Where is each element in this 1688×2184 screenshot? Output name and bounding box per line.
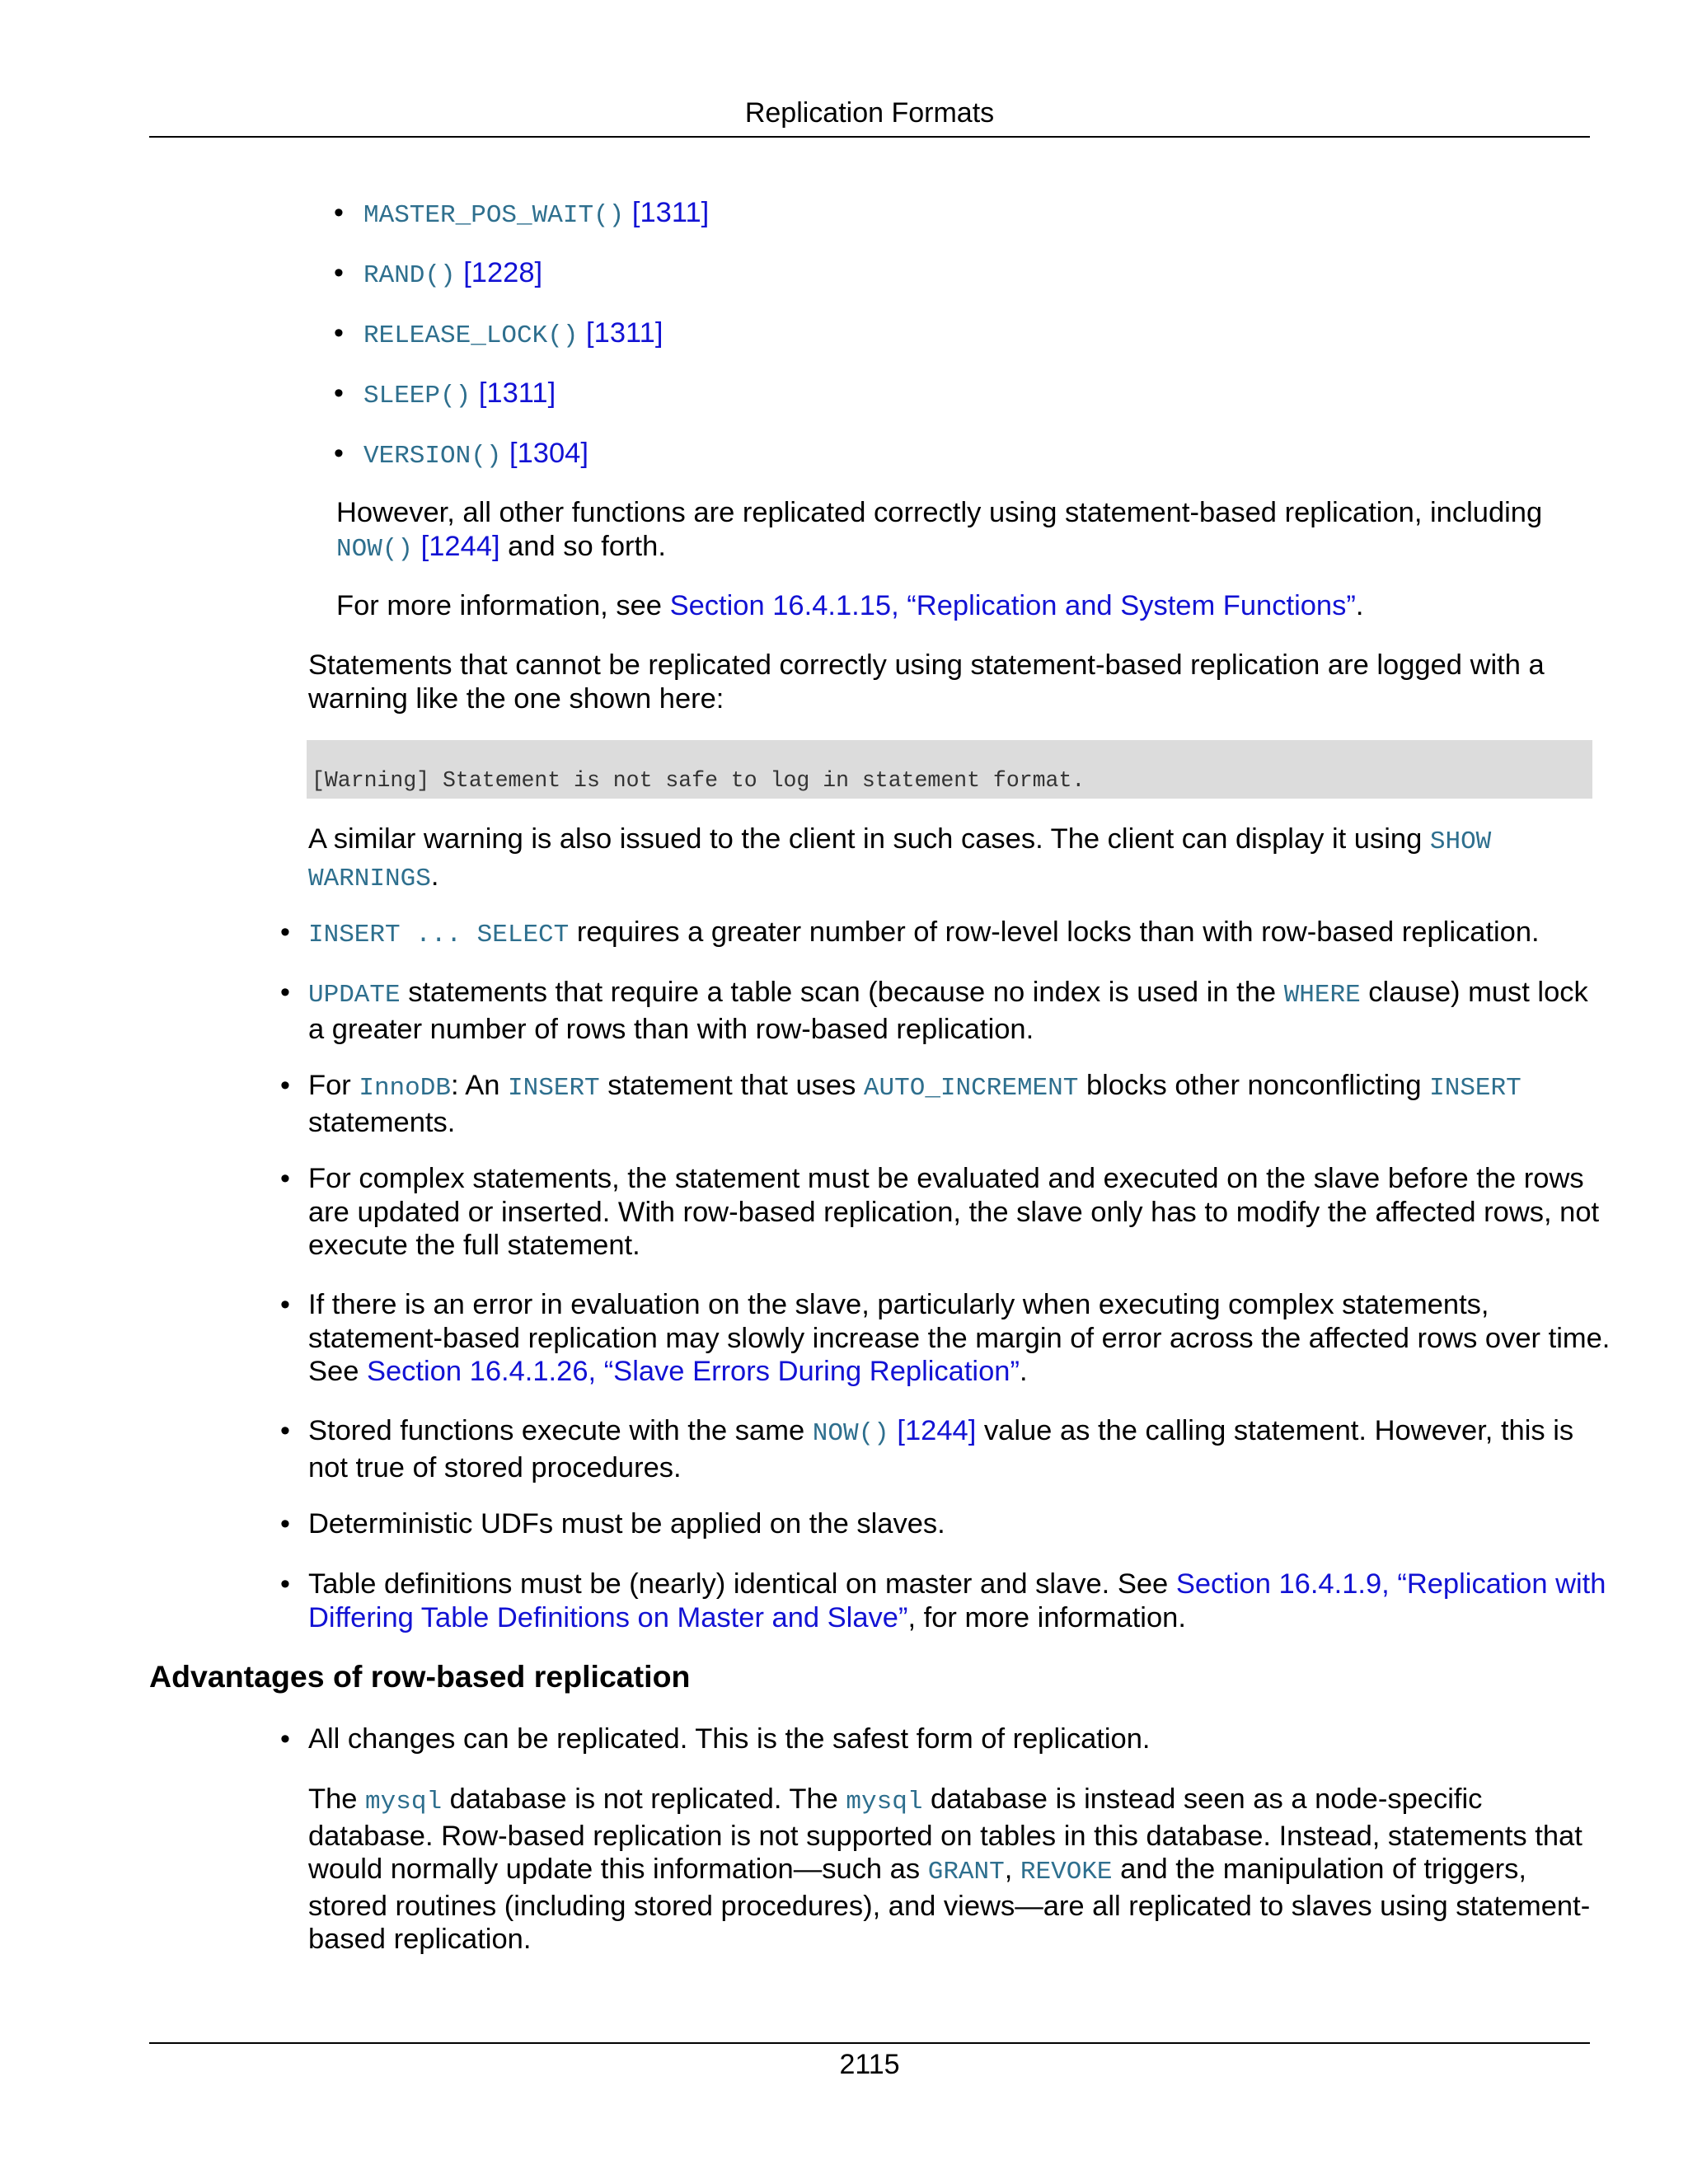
however-paragraph [336,496,1542,566]
update-text: statements that require a table scan (because no index is used in the [400,977,1284,1008]
bullet-marker: • [334,438,344,469]
warning-intro-line2: warning like the one shown here: [308,682,724,715]
list-item [308,1507,945,1541]
similar-end: . [430,860,439,892]
auto-increment-code[interactable]: AUTO_INCREMENT [863,1074,1079,1103]
warnings-code[interactable]: WARNINGS [308,864,431,893]
bullet-marker: • [334,197,344,228]
mysql-text: database is not replicated. The [442,1783,846,1815]
bullet-marker: • [334,377,344,409]
list-item [363,377,556,414]
page-ref-link[interactable]: [1311] [478,377,556,409]
udf-text: Deterministic UDFs must be applied on the slaves. [308,1508,945,1540]
mysql-paragraph [308,1783,1590,1957]
function-code[interactable]: MASTER_POS_WAIT() [363,201,625,230]
update-code[interactable]: UPDATE [308,981,401,1010]
warning-intro-line1: Statements that cannot be replicated correctly using statement-based replication are logged with a [308,649,1545,681]
list-item [308,1069,1522,1139]
function-code[interactable]: VERSION() [363,442,502,471]
similar-warning-paragraph [308,823,1491,896]
page-ref-link[interactable]: [1311] [586,317,663,349]
function-code[interactable]: RELEASE_LOCK() [363,321,579,350]
list-item [363,256,542,293]
insert-code[interactable]: INSERT [1429,1074,1522,1103]
error-line: statement-based replication may slowly increase the margin of error across the affected rows over time. [308,1322,1611,1354]
revoke-code[interactable]: REVOKE [1020,1858,1113,1886]
insert-code[interactable]: INSERT [508,1074,600,1103]
page-header-title: Replication Formats [744,97,995,129]
show-code[interactable]: SHOW [1429,827,1492,856]
innodb-line2: statements. [308,1106,456,1138]
list-item [308,1162,1599,1263]
mysql-code[interactable]: mysql [365,1788,443,1816]
bullet-marker: • [280,1163,290,1194]
section-heading: Advantages of row-based replication [149,1659,691,1694]
error-see: See [308,1356,367,1387]
grant-code[interactable]: GRANT [927,1858,1005,1886]
bullet-marker: • [280,1070,290,1101]
list-item [308,916,1540,953]
list-item [308,1288,1610,1389]
code-block-text: [Warning] Statement is not safe to log in statement format. [312,768,1085,793]
more-info-text: For more information, see [336,590,670,621]
mysql-code[interactable]: mysql [846,1788,923,1816]
page-ref-link[interactable]: [1244] [897,1415,977,1446]
function-code[interactable]: RAND() [363,261,456,290]
innodb-text: For [308,1070,359,1101]
code-block [307,740,1592,799]
list-item [308,976,1588,1046]
more-info-paragraph [336,589,1363,623]
innodb-code[interactable]: InnoDB [359,1074,451,1103]
stored-line2: not true of stored procedures. [308,1451,682,1483]
innodb-text: : An [450,1070,509,1101]
where-code[interactable]: WHERE [1283,981,1361,1010]
mysql-line: based replication. [308,1924,532,1955]
bullet-marker: • [280,916,290,948]
complex-line: For complex statements, the statement must be evaluated and executed on the slave before the rows [308,1163,1584,1194]
page-ref-link[interactable]: [1311] [631,197,710,228]
list-item [363,196,709,233]
page-ref-link[interactable]: [1304] [509,438,588,469]
error-line: If there is an error in evaluation on the slave, particularly when executing complex statements, [308,1289,1489,1320]
list-item [363,316,663,354]
insert-select-text: requires a greater number of row-level locks than with row-based replication. [569,916,1540,948]
table-defs-text: Table definitions must be (nearly) identical on master and slave. See [308,1568,1176,1600]
list-item [308,1568,1606,1634]
however-line1: However, all other functions are replicated correctly using statement-based replication, including [336,497,1543,528]
now-code[interactable]: NOW() [336,534,414,564]
update-line2: a greater number of rows than with row-based replication. [308,1013,1034,1045]
update-text: clause) must lock [1360,977,1588,1008]
complex-line: execute the full statement. [308,1230,640,1261]
bullet-marker: • [280,1723,290,1755]
mysql-line: database. Row-based replication is not supported on tables in this database. Instead, statements that [308,1820,1582,1852]
innodb-text: blocks other nonconflicting [1078,1070,1430,1101]
more-info-end: . [1355,590,1364,621]
complex-line: are updated or inserted. With row-based replication, the slave only has to modify the affected rows, not [308,1196,1600,1228]
section-link[interactable]: Section 16.4.1.9, “Replication with [1175,1568,1606,1600]
table-defs-text: , for more information. [907,1601,1186,1633]
bullet-marker: • [280,977,290,1008]
bullet-marker: • [280,1289,290,1320]
list-item [308,1414,1573,1484]
mysql-comma: , [1004,1854,1020,1885]
mysql-text: database is instead seen as a node-specific [922,1783,1483,1815]
section-link[interactable]: Section 16.4.1.26, “Slave Errors During Replication” [366,1356,1020,1387]
similar-line1: A similar warning is also issued to the client in such cases. The client can display it using [308,823,1430,855]
now-code[interactable]: NOW() [812,1419,889,1448]
mysql-line: would normally update this information—such as [308,1854,928,1885]
page-ref-link[interactable]: [1228] [463,257,543,288]
innodb-text: statement that uses [599,1070,864,1101]
stored-text: value as the calling statement. However, this is [976,1415,1574,1446]
all-changes-text: All changes can be replicated. This is the safest form of replication. [308,1723,1151,1755]
however-tail: and so forth. [499,530,666,562]
bullet-marker: • [280,1415,290,1446]
bullet-marker: • [334,257,344,288]
mysql-text: The [308,1783,366,1815]
header-rule [149,136,1590,138]
bullet-marker: • [280,1568,290,1600]
error-end: . [1019,1356,1028,1387]
section-link[interactable]: Differing Table Definitions on Master and Slave” [308,1601,908,1633]
list-item [308,1722,1150,1756]
stored-text: Stored functions execute with the same [308,1415,813,1446]
mysql-line: and the manipulation of triggers, [1112,1854,1527,1885]
page-number: 2115 [839,2049,900,2080]
bullet-marker: • [280,1508,290,1540]
mysql-line: stored routines (including stored procedures), and views—are all replicated to slaves using statement- [308,1890,1591,1922]
warning-intro-paragraph [308,649,1545,715]
function-code[interactable]: SLEEP() [363,382,471,410]
insert-select-code[interactable]: INSERT ... SELECT [308,921,570,949]
section-link[interactable]: Section 16.4.1.15, “Replication and System Functions” [669,590,1356,621]
page-ref-link[interactable]: [1244] [420,530,500,562]
bullet-marker: • [334,317,344,349]
list-item [363,437,588,474]
